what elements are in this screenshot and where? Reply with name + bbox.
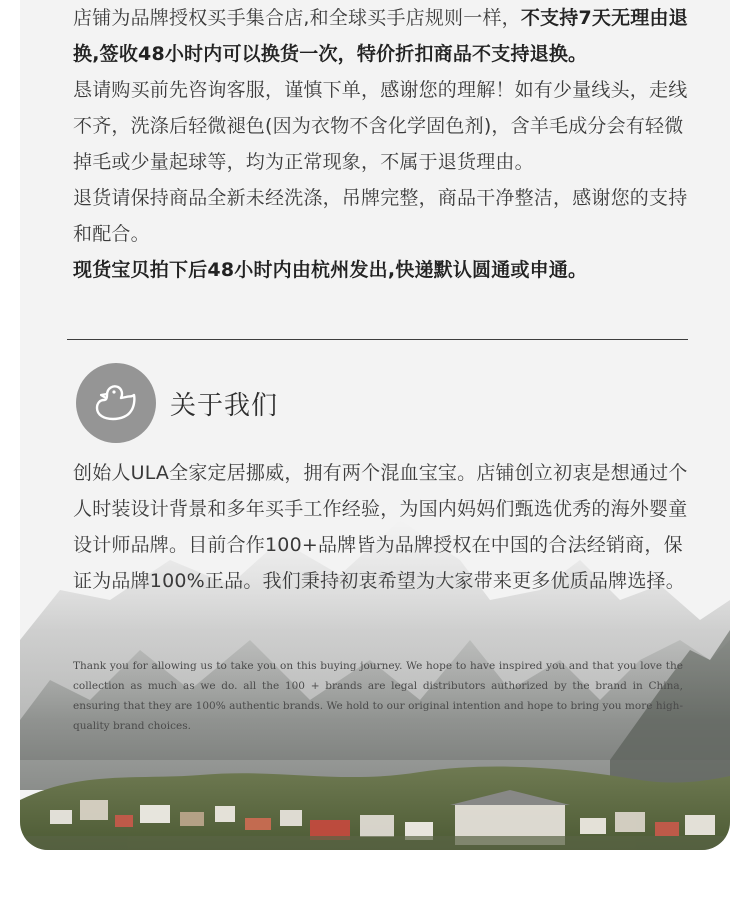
about-body [73, 455, 693, 599]
about-header [76, 363, 278, 443]
return-policy [73, 0, 693, 288]
policy-para-4 [73, 252, 693, 288]
duck-icon [93, 383, 139, 423]
duck-icon-circle [76, 363, 156, 443]
policy-para-1 [73, 0, 693, 72]
about-title: 关于我们 [170, 390, 279, 421]
policy-para-3: 退货请保持商品全新未经洗涤，吊牌完整，商品干净整洁，感谢您的支持和配合。 [73, 187, 688, 245]
about-english-text: Thank you for allowing us to take you on this buying journey. We hope to have inspired you and that you love the collection as much as we do. all the 100 + brands are legal distributors authorized by the brand in China, ensuring that they are 100% authentic brands. We hold to our original intention and hope to bring you more high-quality brand choices. [73, 660, 683, 732]
section-divider [67, 339, 688, 340]
policy-para-2: 恳请购买前先咨询客服，谨慎下单，感谢您的理解！如有少量线头，走线不齐，洗涤后轻微褪色(因为衣物不含化学固色剂)，含羊毛成分会有轻微掉毛或少量起球等，均为正常现象，不属于退货理由。 [73, 79, 688, 173]
policy-line1-normal: 店铺为品牌授权买手集合店,和全球买手店规则一样， [73, 7, 521, 29]
policy-shipping-note: 现货宝贝拍下后48小时内由杭州发出,快递默认圆通或申通。 [73, 259, 588, 281]
about-english [73, 656, 683, 736]
policy-line1-bold: 不支持7天无理由退换,签收48小时内可以换货一次，特价折扣商品不支持退换。 [73, 7, 688, 65]
content-card [20, 0, 730, 850]
about-body-text: 创始人ULA全家定居挪威，拥有两个混血宝宝。店铺创立初衷是想通过个人时装设计背景和多年买手工作经验，为国内妈妈们甄选优秀的海外婴童设计师品牌。目前合作100+品牌皆为品牌授权在中国的合法经销商，保证为品牌100%正品。我们秉持初衷希望为大家带来更多优质品牌选择。 [73, 462, 688, 592]
